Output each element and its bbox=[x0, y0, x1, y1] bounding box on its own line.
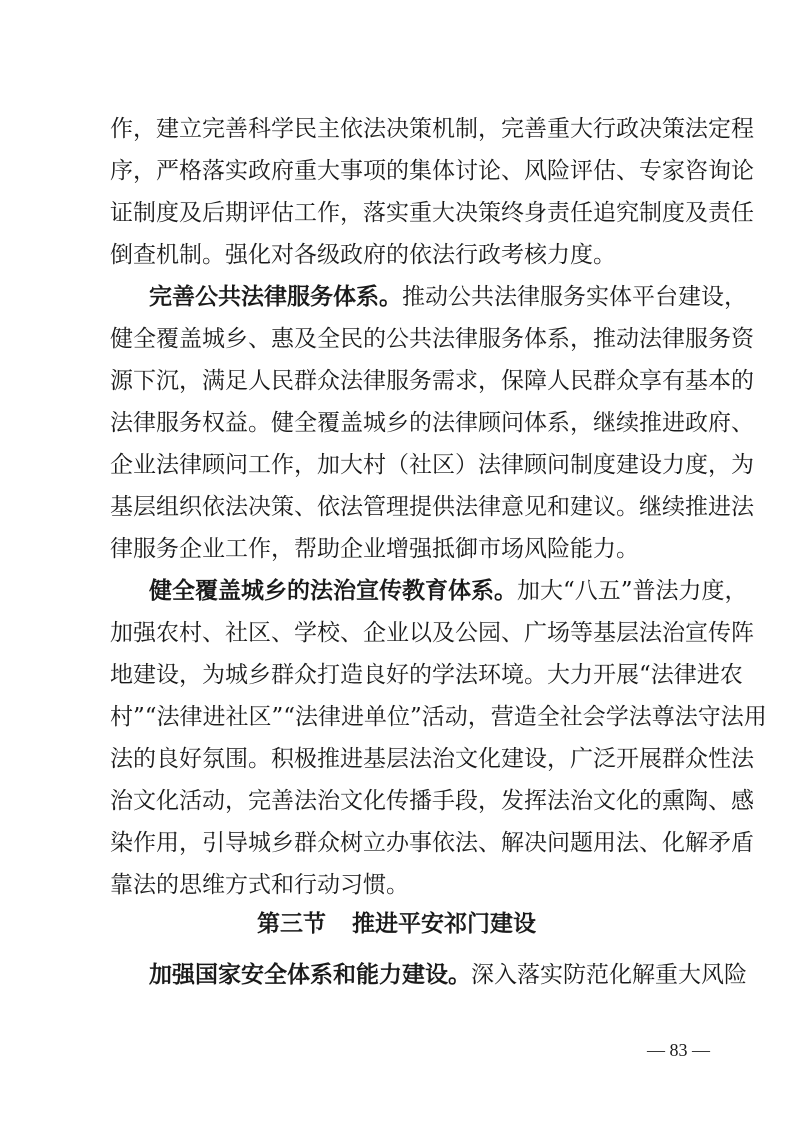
paragraph-3-line-2: 加强农村、社区、学校、企业以及公园、广场等基层法治宣传阵 bbox=[110, 620, 754, 646]
paragraph-3-line-1 bbox=[149, 573, 748, 609]
paragraph-2-line-3: 源下沉，满足人民群众法律服务需求，保障人民群众享有基本的 bbox=[110, 368, 754, 394]
paragraph-1-line-3: 证制度及后期评估工作，落实重大决策终身责任追究制度及责任 bbox=[110, 200, 754, 226]
paragraph-3-line-7: 染作用，引导城乡群众树立办事依法、解决问题用法、化解矛盾 bbox=[110, 830, 754, 856]
paragraph-2-line-4: 法律服务权益。健全覆盖城乡的法律顾问体系，继续推进政府、 bbox=[110, 410, 754, 436]
paragraph-1-line-4: 倒查机制。强化对各级政府的依法行政考核力度。 bbox=[110, 242, 616, 268]
paragraph-3-lead: 健全覆盖城乡的法治宣传教育体系。 bbox=[149, 577, 517, 604]
paragraph-2-line-6: 基层组织依法决策、依法管理提供法律意见和建议。继续推进法 bbox=[110, 494, 754, 520]
paragraph-3-line-5: 法的良好氛围。积极推进基层法治文化建设，广泛开展群众性法 bbox=[110, 746, 754, 772]
paragraph-3-line-3: 地建设，为城乡群众打造良好的学法环境。大力开展“法律进农 bbox=[110, 662, 743, 688]
paragraph-1-line-1: 作，建立完善科学民主依法决策机制，完善重大行政决策法定程 bbox=[110, 116, 754, 142]
page-number: — 83 — bbox=[647, 1040, 710, 1060]
paragraph-4-line-1 bbox=[149, 957, 747, 993]
paragraph-2-first-rest: 推动公共法律服务实体平台建设， bbox=[402, 284, 747, 310]
paragraph-1-line-2: 序，严格落实政府重大事项的集体讨论、风险评估、专家咨询论 bbox=[110, 158, 754, 184]
paragraph-2-lead: 完善公共法律服务体系。 bbox=[149, 283, 402, 310]
section-title: 第三节 推进平安祁门建设 bbox=[256, 911, 536, 937]
paragraph-4-first-rest: 深入落实防范化解重大风险 bbox=[471, 962, 747, 988]
paragraph-3-first-rest: 加大“八五”普法力度， bbox=[517, 578, 748, 604]
paragraph-3-line-8: 靠法的思维方式和行动习惯。 bbox=[110, 872, 409, 898]
paragraph-2-line-1 bbox=[149, 279, 747, 315]
paragraph-4-lead: 加强国家安全体系和能力建设。 bbox=[149, 961, 471, 988]
paragraph-3-line-6: 治文化活动，完善法治文化传播手段，发挥法治文化的熏陶、感 bbox=[110, 788, 754, 814]
paragraph-2-line-5: 企业法律顾问工作，加大村（社区）法律顾问制度建设力度，为 bbox=[110, 452, 754, 478]
paragraph-2-line-7: 律服务企业工作，帮助企业增强抵御市场风险能力。 bbox=[110, 536, 639, 562]
paragraph-2-line-2: 健全覆盖城乡、惠及全民的公共法律服务体系，推动法律服务资 bbox=[110, 326, 754, 352]
paragraph-3-line-4: 村”“法律进社区”“法律进单位”活动，营造全社会学法尊法守法用 bbox=[110, 704, 767, 730]
